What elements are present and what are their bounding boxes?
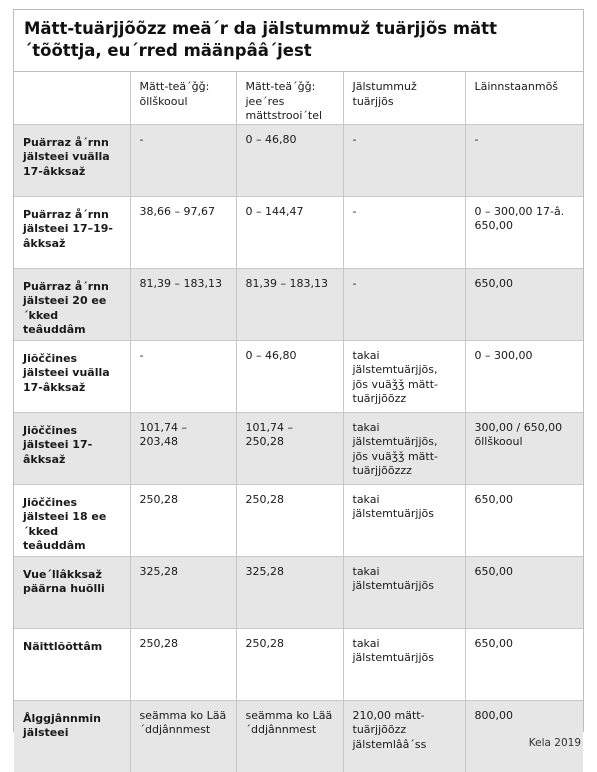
- table-cell: 325,28: [236, 556, 343, 628]
- header-row: [14, 72, 583, 124]
- row-label: Vue´llâkksaž päärna huõlli: [14, 556, 130, 628]
- table-cell: 650,00: [465, 556, 583, 628]
- table-row: [14, 412, 583, 484]
- table-title: Mätt-tuärjjõõzz meä´r da jälstummuž tuärjjõs mätt´tõõttja, eu´rred määnpââ´jest: [14, 10, 583, 72]
- table-cell: takai jälstemtuärjjõs: [343, 484, 465, 556]
- table-cell: takai jälstemtuärjjõs, jõs vuäǯǯ mätt-tuärjjõõzz: [343, 340, 465, 412]
- table-row: [14, 700, 583, 772]
- row-label: Jiõččines jälsteei vuälla 17-âkksaž: [14, 340, 130, 412]
- table-cell: 81,39 – 183,13: [236, 268, 343, 340]
- row-label: Puärraz å´rnn jälsteei vuälla 17-âkksaž: [14, 124, 130, 196]
- row-label: Jiõččines jälsteei 17-âkksaž: [14, 412, 130, 484]
- header-cell-study-allowance-upper-secondary: Mätt-teä´ǧǧ: õllškooul: [130, 72, 236, 124]
- table-cell: -: [465, 124, 583, 196]
- table-row: [14, 268, 583, 340]
- table-row: [14, 628, 583, 700]
- table-cell: 300,00 / 650,00 õllškooul: [465, 412, 583, 484]
- table-cell: takai jälstemtuärjjõs, jõs vuäǯǯ mätt-tuärjjõõzzz: [343, 412, 465, 484]
- table-cell: -: [343, 268, 465, 340]
- source-credit: Kela 2019: [528, 737, 581, 749]
- table-row: [14, 484, 583, 556]
- table-cell: -: [130, 340, 236, 412]
- table-cell: 210,00 mätt-tuärjjõõzz jälstemlââ´ss: [343, 700, 465, 772]
- table-cell: 325,28: [130, 556, 236, 628]
- row-label: Jiõččines jälsteei 18 ee´kked teâuddâm: [14, 484, 130, 556]
- table-cell: 650,00: [465, 628, 583, 700]
- table-cell: 81,39 – 183,13: [130, 268, 236, 340]
- header-cell-study-allowance-other: Mätt-teä´ǧǧ: jee´res mättstrooi´tel: [236, 72, 343, 124]
- table-cell: 650,00: [465, 268, 583, 340]
- table-cell: 0 – 46,80: [236, 340, 343, 412]
- table-cell: 250,28: [236, 628, 343, 700]
- table-cell: seämma ko Lää´ddjânnmest: [130, 700, 236, 772]
- table-cell: -: [130, 124, 236, 196]
- table-cell: -: [343, 196, 465, 268]
- table-row: [14, 196, 583, 268]
- table-cell: seämma ko Lää´ddjânnmest: [236, 700, 343, 772]
- table-cell: 0 – 144,47: [236, 196, 343, 268]
- benefit-table: [14, 72, 583, 772]
- header-cell-empty: [14, 72, 130, 124]
- table-cell: takai jälstemtuärjjõs: [343, 556, 465, 628]
- table-cell: -: [343, 124, 465, 196]
- table-row: [14, 124, 583, 196]
- header-cell-housing-supplement: Jälstummuž tuärjjõs: [343, 72, 465, 124]
- table-cell: 38,66 – 97,67: [130, 196, 236, 268]
- table-cell: 0 – 46,80: [236, 124, 343, 196]
- table-cell: takai jälstemtuärjjõs: [343, 628, 465, 700]
- table-cell: 250,28: [236, 484, 343, 556]
- table-cell: 0 – 300,00: [465, 340, 583, 412]
- header-cell-loan-guarantee: Läinnstaanmõš: [465, 72, 583, 124]
- table-cell: 0 – 300,00 17-â. 650,00: [465, 196, 583, 268]
- table-cell: 101,74 – 203,48: [130, 412, 236, 484]
- row-label: Puärraz å´rnn jälsteei 20 ee´kked teâuddâm: [14, 268, 130, 340]
- table-cell: 800,00: [465, 700, 583, 772]
- row-label: Ålggjânnmin jälsteei: [14, 700, 130, 772]
- table-cell: 250,28: [130, 628, 236, 700]
- table-cell: 250,28: [130, 484, 236, 556]
- row-label: Näittlõõttâm: [14, 628, 130, 700]
- row-label: Puärraz å´rnn jälsteei 17–19-âkksaž: [14, 196, 130, 268]
- table-cell: 101,74 – 250,28: [236, 412, 343, 484]
- table-row: [14, 556, 583, 628]
- table-row: [14, 340, 583, 412]
- table-cell: 650,00: [465, 484, 583, 556]
